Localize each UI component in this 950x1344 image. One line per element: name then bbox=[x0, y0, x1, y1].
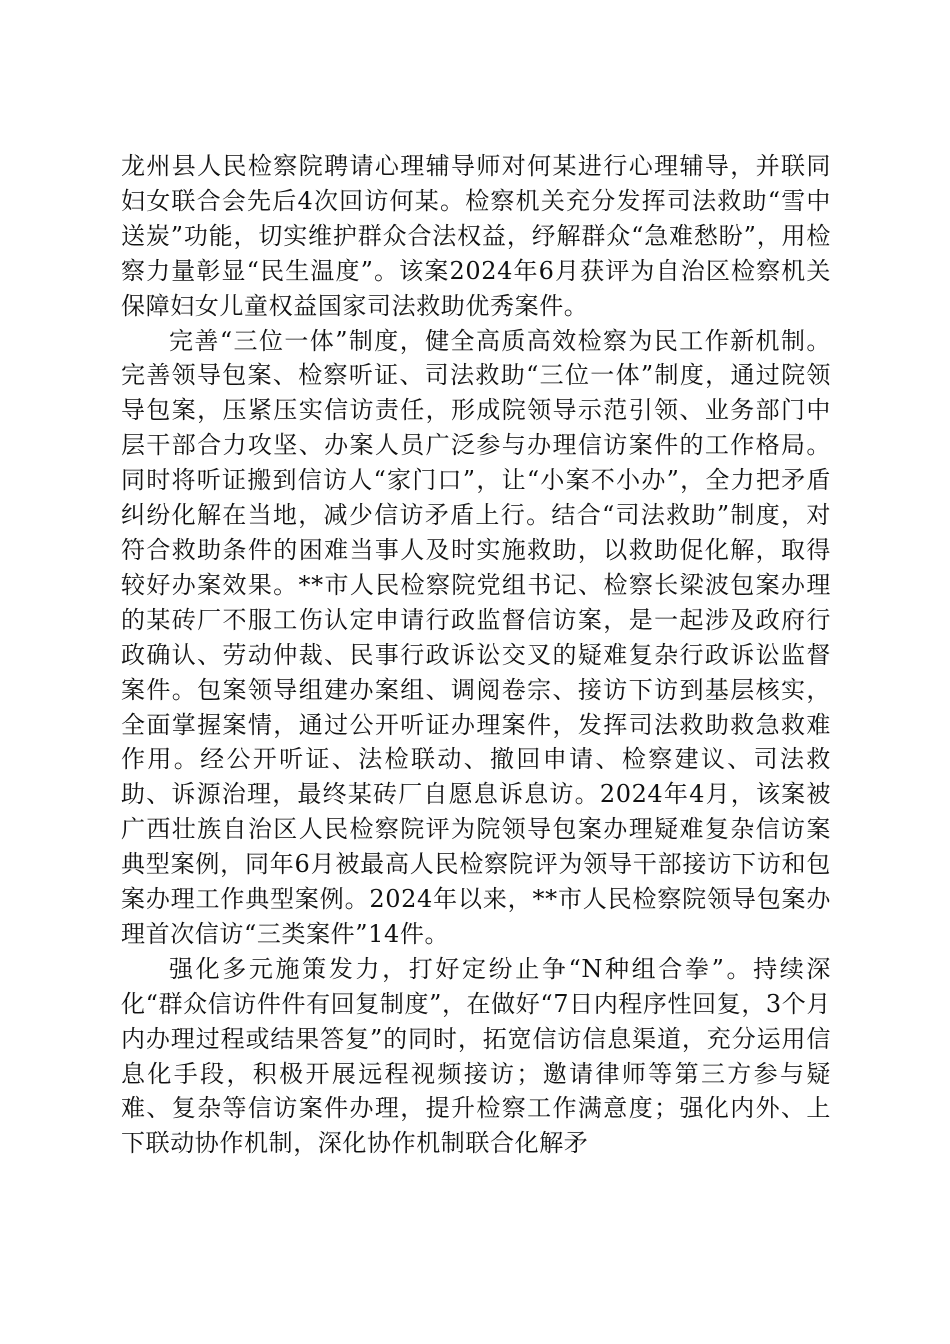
paragraph-1: 龙州县人民检察院聘请心理辅导师对何某进行心理辅导，并联同妇女联合会先后4次回访何某。检察机关充分发挥司法救助“雪中送炭”功能，切实维护群众合法权益，纾解群众“急难愁盼”，用检察力量彰显“民生温度”。该案2024年6月获评为自治区检察机关保障妇女儿童权益国家司法救助优秀案件。 bbox=[121, 152, 831, 320]
document-body bbox=[121, 149, 831, 1161]
paragraph-2: 完善“三位一体”制度，健全高质高效检察为民工作新机制。完善领导包案、检察听证、司法救助“三位一体”制度，通过院领导包案，压紧压实信访责任，形成院领导示范引领、业务部门中层干部合力攻坚、办案人员广泛参与办理信访案件的工作格局。同时将听证搬到信访人“家门口”，让“小案不小办”，全力把矛盾纠纷化解在当地，减少信访矛盾上行。结合“司法救助”制度，对符合救助条件的困难当事人及时实施救助，以救助促化解，取得较好办案效果。**市人民检察院党组书记、检察长梁波包案办理的某砖厂不服工伤认定申请行政监督信访案，是一起涉及政府行政确认、劳动仲裁、民事行政诉讼交叉的疑难复杂行政诉讼监督案件。包案领导组建办案组、调阅卷宗、接访下访到基层核实，全面掌握案情，通过公开听证办理案件，发挥司法救助救急救难作用。经公开听证、法检联动、撤回申请、检察建议、司法救助、诉源治理，最终某砖厂自愿息诉息访。2024年4月，该案被广西壮族自治区人民检察院评为院领导包案办理疑难复杂信访案典型案例，同年6月被最高人民检察院评为领导干部接访下访和包案办理工作典型案例。2024年以来，**市人民检察院领导包案办理首次信访“三类案件”14件。 bbox=[121, 326, 831, 948]
paragraph-3: 强化多元施策发力，打好定纷止争“N种组合拳”。持续深化“群众信访件件有回复制度”，在做好“7日内程序性回复，3个月内办理过程或结果答复”的同时，拓宽信访信息渠道，充分运用信息化手段，积极开展远程视频接访；邀请律师等第三方参与疑难、复杂等信访案件办理，提升检察工作满意度；强化内外、上下联动协作机制，深化协作机制联合化解矛 bbox=[121, 954, 831, 1158]
